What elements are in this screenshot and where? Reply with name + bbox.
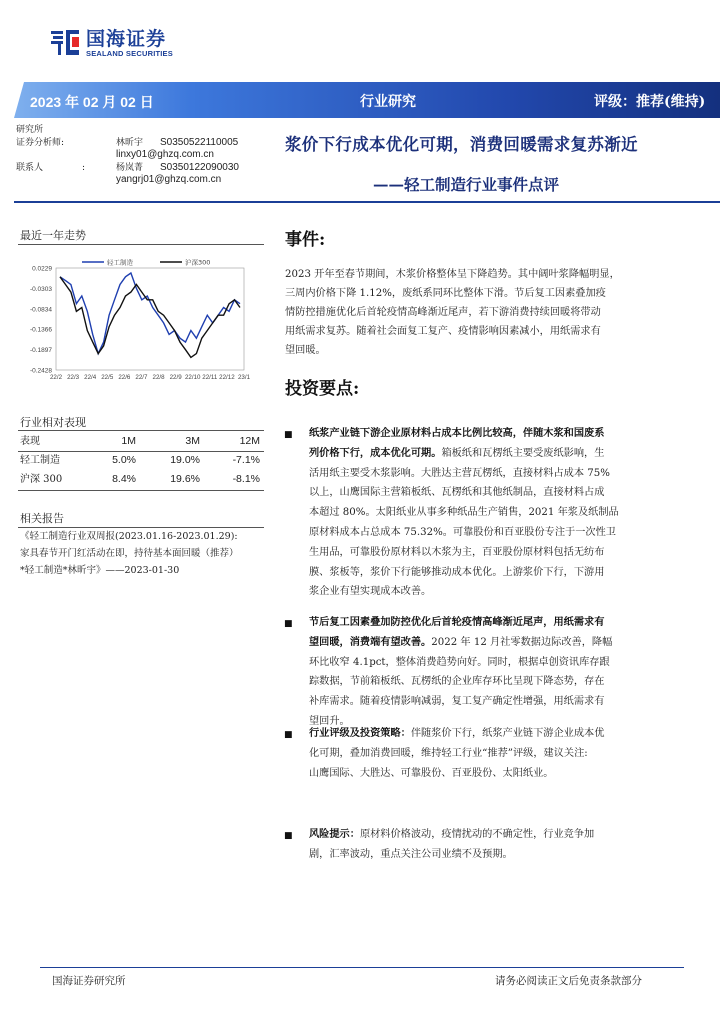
- invest-point-line: 踪数据，节前箱板纸、瓦楞纸的企业库存环比呈现下降态势，存在: [309, 676, 605, 688]
- analyst-info: [16, 124, 276, 187]
- event-line: 2023 开年至春节期间，木浆价格整体呈下降趋势。其中阔叶浆降幅明显，: [285, 269, 620, 280]
- logo-name-cn: 国海证券: [86, 27, 167, 50]
- rating-badge: 评级：推荐(维持): [594, 94, 706, 110]
- invest-point-line: 以上，山鹰国际主营箱板纸、瓦楞纸和其他纸制品，直接材料占成: [309, 487, 605, 499]
- x-tick-label: 22/5: [101, 374, 114, 381]
- perf-title: 行业相对表现: [20, 416, 86, 429]
- table-row: [20, 432, 264, 451]
- invest-point-text: 2022 年 12 月社零数据边际改善，降幅: [431, 636, 613, 648]
- invest-point-line: 本超过 80%。太阳纸业从事多种纸品生产销售，2021 年浆及纸制品: [309, 507, 619, 519]
- x-tick-label: 22/6: [118, 374, 131, 381]
- y-tick-label: -0.2428: [29, 367, 52, 375]
- perf-row-3m: 19.0%: [170, 454, 200, 466]
- report-category: 行业研究: [360, 94, 416, 110]
- table-row: [20, 470, 264, 489]
- legend-label: 沪深300: [185, 258, 211, 267]
- related-report[interactable]: [20, 528, 270, 579]
- footer-institute: 国海证券研究所: [52, 975, 126, 987]
- analyst-email[interactable]: linxy01@ghzq.com.cn: [116, 149, 214, 160]
- label-institute: 研究所: [16, 125, 44, 135]
- contact-id: S0350122090030: [160, 161, 239, 173]
- perf-row-12m: -7.1%: [232, 454, 260, 466]
- table-row: [20, 451, 264, 470]
- contact-email[interactable]: yangrj01@ghzq.com.cn: [116, 174, 222, 185]
- y-tick-label: -0.1366: [29, 326, 52, 334]
- invest-point-text: 箱板纸和瓦楞纸主要受废纸影响，生: [441, 447, 605, 459]
- perf-row-name: 轻工制造: [20, 455, 60, 466]
- invest-point-bold: 节后复工因素叠加防控优化后首轮疫情高峰渐近尾声，用纸需求有: [309, 616, 605, 628]
- invest-point-line: 环比收窄 4.1pct，整体消费趋势向好。同时，根据卓创资讯库存跟: [309, 656, 610, 668]
- invest-point-risk: [309, 825, 685, 865]
- invest-point-strategy: [309, 724, 685, 783]
- x-tick-label: 22/10: [184, 374, 201, 381]
- invest-point-bold: 行业评级及投资策略：: [309, 727, 411, 739]
- event-line: 情防控措施优化后首轮疫情高峰渐近尾声，若下游消费持续回暖将带动: [285, 307, 601, 318]
- invest-point-bold: 纸浆产业链下游企业原材料占成本比例比较高，伴随木浆和国废系: [309, 427, 605, 439]
- perf-header-1m: 1M: [121, 435, 136, 447]
- bullet-square-icon: ■: [284, 730, 293, 740]
- perf-row-1m: 5.0%: [112, 454, 136, 466]
- y-tick-label: 0.0229: [32, 265, 52, 273]
- trend-title-underline: [18, 244, 264, 245]
- perf-table: [20, 432, 264, 489]
- perf-header-3m: 3M: [185, 435, 200, 447]
- report-title: 浆价下行成本优化可期，消费回暖需求复苏渐近: [285, 135, 638, 154]
- related-report-line: 《轻工制造行业双周报(2023.01.16-2023.01.29):: [20, 531, 238, 542]
- invest-heading: 投资要点:: [285, 379, 360, 399]
- event-line: 三周内价格下降 1.12%，废纸系同环比整体下滑。节后复工因素叠加疫: [285, 288, 606, 299]
- x-tick-label: 22/3: [67, 374, 80, 381]
- footer-disclaimer[interactable]: 请务必阅读正文后免责条款部分: [495, 975, 642, 987]
- invest-point-text: 原材料价格波动，疫情扰动的不确定性，行业竞争加: [359, 829, 595, 840]
- x-tick-label: 22/11: [202, 374, 218, 381]
- invest-point-demand: [309, 613, 685, 732]
- invest-point-line: 望回升。: [309, 715, 350, 727]
- perf-header-label: 表现: [20, 436, 40, 447]
- contact-name: 杨岚菁: [116, 162, 144, 173]
- event-heading: 事件:: [285, 230, 326, 250]
- perf-row-12m: -8.1%: [232, 473, 260, 485]
- x-tick-label: 22/12: [219, 374, 235, 381]
- report-subtitle: ——轻工制造行业事件点评: [373, 175, 560, 194]
- invest-point-bold: 风险提示：: [309, 828, 360, 840]
- label-contact-colon: :: [82, 162, 86, 173]
- header-divider: [14, 201, 720, 203]
- reports-title: 相关报告: [20, 512, 64, 525]
- perf-table-bottom: [18, 490, 264, 491]
- label-contact: 联系人: [16, 162, 44, 173]
- invest-point-line: 生用品，可靠股份原材料以木浆为主，百亚股份原材料包括无纺布: [309, 546, 605, 558]
- invest-point-bold: 望回暖，消费端有望改善。: [309, 635, 432, 648]
- invest-point-line: 浆企业有望实现成本改善。: [309, 586, 432, 598]
- related-report-line: 家具春节开门红活动在即，持待基本面回暖（推荐）: [20, 548, 239, 559]
- event-line: 望回暖。: [285, 345, 326, 356]
- invest-point-line: 山鹰国际、大胜达、可靠股份、百亚股份、太阳纸业。: [309, 767, 554, 779]
- legend-label: 轻工制造: [107, 258, 133, 267]
- event-paragraph: [285, 265, 685, 360]
- trend-title: 最近一年走势: [20, 229, 86, 242]
- x-tick-label: 22/8: [152, 374, 165, 381]
- footer-divider: [40, 967, 684, 968]
- x-tick-label: 22/2: [49, 374, 63, 381]
- perf-header-12m: 12M: [239, 435, 260, 447]
- logo-name-en: SEALAND SECURITIES: [86, 48, 173, 58]
- x-tick-label: 23/1: [237, 374, 251, 381]
- invest-point-line: 原材料成本占总成本 75.32%。可靠股份和百亚股份专注于一次性卫: [309, 526, 616, 538]
- invest-point-line: 剧，汇率波动，重点关注公司业绩不及预期。: [309, 848, 513, 860]
- invest-point-line: 化可期，叠加消费回暖，维持轻工行业“推荐”评级，建议关注:: [309, 747, 588, 759]
- x-tick-label: 22/4: [84, 374, 97, 381]
- perf-row-1m: 8.4%: [112, 473, 136, 485]
- label-analyst: 证券分析师:: [16, 137, 65, 148]
- x-tick-label: 22/7: [135, 374, 148, 381]
- invest-point-line: 活用纸主要受木浆影响。大胜达主营瓦楞纸，直接材料占成本 75%: [309, 467, 610, 479]
- bullet-square-icon: ■: [284, 831, 293, 841]
- related-report-line: *轻工制造*林昕宇》——2023-01-30: [20, 565, 180, 576]
- perf-header-underline: [18, 451, 264, 452]
- y-tick-label: -0.1897: [29, 347, 52, 355]
- invest-point-line: 补库需求。随着疫情影响减弱，复工复产确定性增强，用纸需求有: [309, 696, 605, 708]
- y-tick-label: -0.0303: [29, 285, 52, 293]
- invest-point-bold: 列价格下行，成本优化可期。: [309, 446, 442, 459]
- logo-mark-icon: [50, 28, 80, 58]
- analyst-name: 林昕宇: [116, 137, 144, 148]
- report-date: 2023 年 02 月 02 日: [30, 94, 154, 110]
- trend-chart: [20, 252, 256, 386]
- perf-row-name: 沪深 300: [20, 474, 63, 485]
- bullet-square-icon: ■: [284, 430, 293, 440]
- event-line: 用纸需求复苏。随着社会面复工复产、疫情影响因素减小，用纸需求有: [285, 326, 601, 337]
- perf-title-underline: [18, 430, 264, 431]
- bullet-square-icon: ■: [284, 619, 293, 629]
- y-tick-label: -0.0834: [29, 306, 52, 314]
- invest-point-line: 膜、浆板等，浆价下行能够推动成本优化。上游浆价下行，下游用: [309, 566, 605, 578]
- series-line-hs300: [60, 277, 240, 358]
- series-line-industry: [60, 273, 240, 354]
- invest-point-text: 伴随浆价下行，纸浆产业链下游企业成本优: [410, 728, 605, 739]
- invest-point-cost: [309, 424, 685, 602]
- company-logo: [50, 28, 173, 58]
- analyst-id: S0350522110005: [160, 136, 239, 148]
- x-tick-label: 22/9: [169, 374, 182, 381]
- perf-row-3m: 19.6%: [170, 473, 200, 485]
